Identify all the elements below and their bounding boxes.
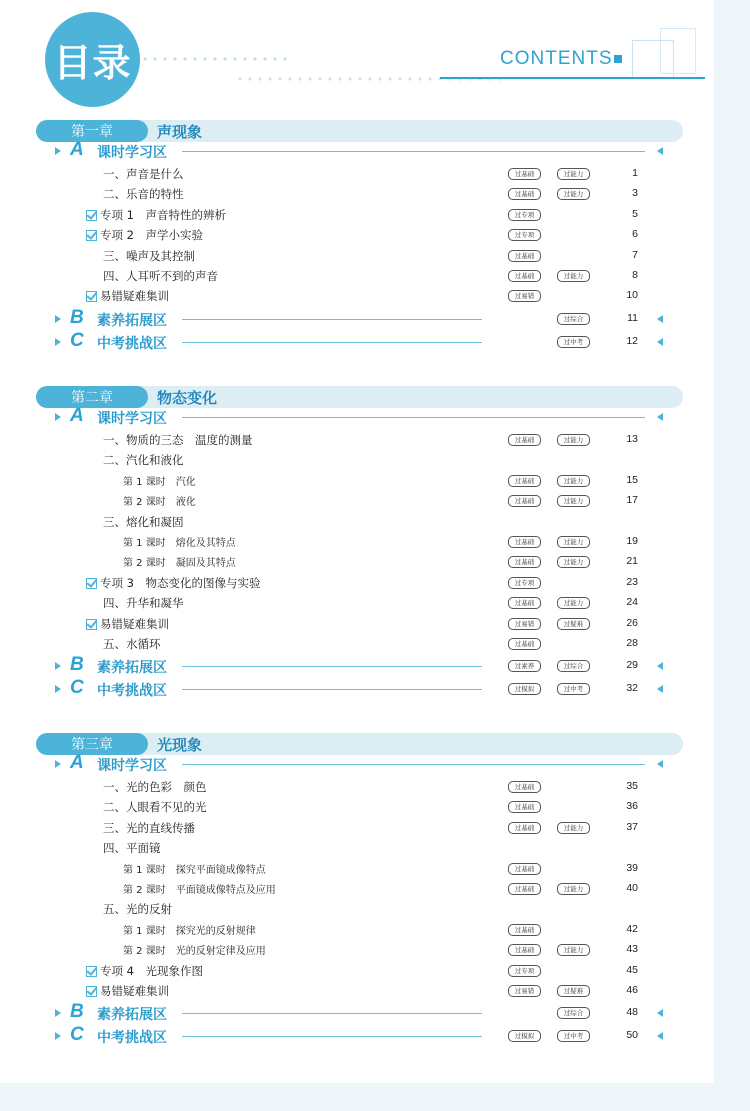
page-number: 3 [632, 187, 638, 200]
page-number: 7 [632, 248, 638, 261]
section-letter: B [70, 1001, 84, 1023]
section-arrow-icon [55, 685, 61, 693]
section-label[interactable]: 课时学习区 [97, 411, 167, 427]
entry-badge: 过基础 [508, 250, 541, 262]
section-letter: C [70, 329, 84, 351]
entry-badge: 过基础 [508, 556, 541, 568]
toc-subentry[interactable]: 第 1 课时 探究平面镜成像特点 [123, 864, 266, 876]
section-letter: C [70, 677, 84, 699]
page-number: 43 [626, 943, 638, 956]
entry-badge: 过能力 [557, 536, 590, 548]
entry-badge: 过能力 [557, 270, 590, 282]
section-arrow-icon [55, 147, 61, 155]
entry-badge: 过能力 [557, 822, 590, 834]
square-icon [614, 55, 622, 63]
page-number: 8 [632, 269, 638, 281]
checkbox-icon [86, 986, 97, 997]
section-badge: 过中考 [557, 683, 590, 695]
toc-entry[interactable]: 五、光的反射 [103, 902, 172, 917]
section-badge: 过综合 [557, 313, 590, 325]
page-number: 29 [626, 659, 638, 672]
page-number: 42 [626, 922, 638, 935]
section-badge: 过中考 [557, 1030, 590, 1042]
entry-badge: 过基础 [508, 597, 541, 609]
section-arrow-icon [55, 1009, 61, 1017]
section-arrow-icon [657, 1032, 663, 1040]
entry-badge: 过基础 [508, 801, 541, 813]
section-arrow-icon [657, 685, 663, 693]
toc-entry[interactable]: 专项 2 声学小实验 [100, 228, 203, 243]
section-label[interactable]: 课时学习区 [97, 145, 167, 161]
entry-badge: 过能力 [557, 883, 590, 895]
entry-badge: 过基础 [508, 434, 541, 446]
section-arrow-icon [55, 1032, 61, 1040]
entry-badge: 过基础 [508, 168, 541, 180]
section-letter: A [70, 139, 84, 160]
toc-subentry[interactable]: 第 2 课时 液化 [123, 497, 196, 509]
page-number: 6 [632, 228, 638, 241]
section-arrow-icon [55, 413, 61, 421]
page-number: 19 [626, 535, 638, 547]
page-number: 50 [626, 1029, 638, 1042]
entry-badge: 过基础 [508, 781, 541, 793]
section-letter: A [70, 405, 84, 426]
chapter-label: 第三章 [36, 733, 148, 755]
section-arrow-icon [55, 338, 61, 346]
entry-badge: 过易错 [508, 618, 541, 630]
entry-badge: 过专项 [508, 209, 541, 221]
toc-entry[interactable]: 二、汽化和液化 [103, 453, 184, 468]
page-number: 24 [626, 596, 638, 609]
entry-badge: 过能力 [557, 556, 590, 568]
entry-badge: 过基础 [508, 863, 541, 875]
toc-entry[interactable]: 四、升华和凝华 [103, 596, 184, 611]
section-divider [182, 319, 482, 320]
toc-entry[interactable]: 三、噪声及其控制 [103, 248, 195, 263]
entry-badge: 过基础 [508, 822, 541, 834]
toc-entry[interactable]: 一、声音是什么 [103, 167, 184, 181]
toc-subentry[interactable]: 第 1 课时 熔化及其特点 [123, 538, 236, 549]
toc-entry[interactable]: 易错疑难集训 [100, 289, 169, 304]
page-number: 35 [626, 780, 638, 792]
entry-badge: 过能力 [557, 944, 590, 956]
entry-badge: 过基础 [508, 883, 541, 895]
entry-badge: 过能力 [557, 434, 590, 446]
checkbox-icon [86, 210, 97, 221]
toc-subentry[interactable]: 第 2 课时 光的反射定律及应用 [123, 946, 266, 958]
entry-badge: 过基础 [508, 944, 541, 956]
section-divider [182, 151, 645, 152]
section-divider [182, 1036, 482, 1037]
section-divider [182, 689, 482, 690]
entry-badge: 过基础 [508, 924, 541, 936]
cube-decoration-icon [632, 40, 674, 78]
entry-badge: 过基础 [508, 495, 541, 507]
page-number: 23 [626, 575, 638, 588]
toc-entry[interactable]: 专项 1 声音特性的辨析 [100, 207, 226, 222]
section-label[interactable]: 中考挑战区 [97, 335, 167, 352]
section-arrow-icon [55, 315, 61, 323]
page-number: 28 [626, 637, 638, 649]
chapter-title: 光现象 [157, 736, 203, 754]
bottom-margin-strip [0, 1083, 750, 1111]
section-arrow-icon [657, 760, 663, 768]
toc-entry[interactable]: 易错疑难集训 [100, 616, 169, 631]
entry-badge: 过基础 [508, 638, 541, 650]
toc-entry[interactable]: 三、熔化和凝固 [103, 514, 184, 529]
section-arrow-icon [657, 1009, 663, 1017]
section-arrow-icon [657, 147, 663, 155]
entry-badge: 过能力 [557, 475, 590, 487]
page-number: 37 [626, 820, 638, 833]
page-number: 46 [626, 984, 638, 996]
chapter-label: 第一章 [36, 120, 148, 142]
entry-badge: 过疑难 [557, 985, 590, 997]
section-letter: B [70, 654, 84, 676]
page-number: 26 [626, 616, 638, 629]
entry-badge: 过基础 [508, 270, 541, 282]
toc-subentry[interactable]: 第 1 课时 汽化 [123, 476, 196, 488]
section-arrow-icon [657, 413, 663, 421]
section-label[interactable]: 课时学习区 [97, 758, 167, 774]
section-badge: 过模拟 [508, 1030, 541, 1042]
page-number: 21 [626, 555, 638, 568]
page-number: 36 [626, 800, 638, 813]
page-number: 13 [626, 433, 638, 445]
toc-entry[interactable]: 一、光的色彩 颜色 [103, 780, 207, 794]
page-number: 15 [626, 473, 638, 486]
section-arrow-icon [657, 338, 663, 346]
section-letter: C [70, 1024, 84, 1046]
toc-entry[interactable]: 四、人耳听不到的声音 [103, 269, 218, 283]
entry-badge: 过能力 [557, 597, 590, 609]
toc-subentry[interactable]: 第 1 课时 探究光的反射规律 [123, 925, 256, 937]
toc-entry[interactable]: 专项 4 光现象作图 [100, 963, 203, 978]
section-label[interactable]: 中考挑战区 [97, 1030, 167, 1047]
toc-entry[interactable]: 易错疑难集训 [100, 984, 169, 998]
section-divider [182, 764, 645, 765]
page-number: 17 [626, 494, 638, 507]
toc-entry[interactable]: 二、人眼看不见的光 [103, 800, 207, 815]
section-divider [182, 417, 645, 418]
section-arrow-icon [657, 315, 663, 323]
page-number: 11 [627, 311, 638, 324]
entry-badge: 过专项 [508, 577, 541, 589]
entry-badge: 过基础 [508, 188, 541, 200]
entry-badge: 过疑难 [557, 618, 590, 630]
page-number: 1 [632, 167, 638, 179]
entry-badge: 过易错 [508, 985, 541, 997]
checkbox-icon [86, 291, 97, 302]
section-letter: B [70, 306, 84, 328]
toc-entry[interactable]: 四、平面镜 [103, 841, 161, 856]
checkbox-icon [86, 230, 97, 241]
entry-badge: 过能力 [557, 168, 590, 180]
toc-subentry[interactable]: 第 2 课时 凝固及其特点 [123, 558, 236, 570]
page-number: 45 [626, 963, 638, 976]
section-label[interactable]: 中考挑战区 [97, 683, 167, 700]
right-margin-strip [714, 0, 750, 1111]
section-divider [182, 342, 482, 343]
page-number: 39 [626, 861, 638, 874]
toc-entry[interactable]: 五、水循环 [103, 637, 161, 651]
entry-badge: 过专项 [508, 229, 541, 241]
toc-entry[interactable]: 二、乐音的特性 [103, 187, 184, 202]
entry-badge: 过专项 [508, 965, 541, 977]
section-label[interactable]: 素养拓展区 [97, 1007, 167, 1024]
toc-entry[interactable]: 三、光的直线传播 [103, 820, 195, 835]
dot-decoration [140, 56, 290, 62]
chapter-label: 第二章 [36, 386, 148, 408]
section-divider [182, 666, 482, 667]
checkbox-icon [86, 619, 97, 630]
entry-badge: 过能力 [557, 495, 590, 507]
entry-badge: 过能力 [557, 188, 590, 200]
section-badge: 过模拟 [508, 683, 541, 695]
chapter-title: 声现象 [157, 123, 203, 141]
section-badge: 过素养 [508, 660, 541, 672]
section-arrow-icon [657, 662, 663, 670]
page-number: 48 [626, 1006, 638, 1019]
contents-label: CONTENTS [500, 48, 613, 69]
toc-entry[interactable]: 一、物质的三态 温度的测量 [103, 433, 253, 447]
entry-badge: 过基础 [508, 475, 541, 487]
page-title: 目录 [45, 12, 140, 107]
entry-badge: 过易错 [508, 290, 541, 302]
chapter-title: 物态变化 [157, 389, 218, 407]
page-number: 12 [626, 334, 638, 347]
section-label[interactable]: 素养拓展区 [97, 312, 167, 329]
entry-badge: 过基础 [508, 536, 541, 548]
section-arrow-icon [55, 662, 61, 670]
section-arrow-icon [55, 760, 61, 768]
section-divider [182, 1013, 482, 1014]
checkbox-icon [86, 966, 97, 977]
toc-entry[interactable]: 专项 3 物态变化的图像与实验 [100, 575, 261, 590]
section-letter: A [70, 752, 84, 773]
toc-subentry[interactable]: 第 2 课时 平面镜成像特点及应用 [123, 885, 276, 896]
page-number: 32 [626, 682, 638, 695]
section-label[interactable]: 素养拓展区 [97, 660, 167, 677]
page-number: 10 [626, 289, 638, 302]
page-number: 5 [632, 207, 638, 220]
header-divider [440, 77, 705, 79]
section-badge: 过中考 [557, 336, 590, 348]
checkbox-icon [86, 578, 97, 589]
section-badge: 过综合 [557, 660, 590, 672]
page-number: 40 [626, 882, 638, 894]
section-badge: 过综合 [557, 1007, 590, 1019]
